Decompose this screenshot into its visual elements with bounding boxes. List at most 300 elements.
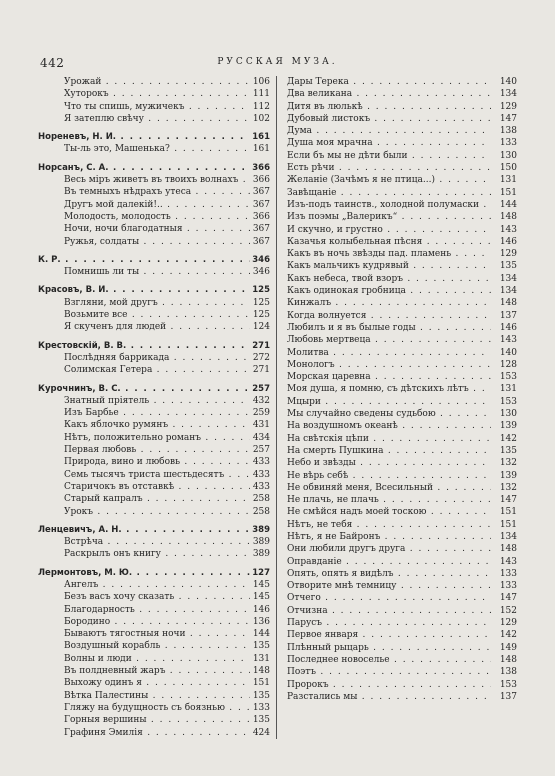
page-ref: 145 [252,579,270,590]
page-ref: 146 [499,322,517,333]
poem-entry [287,260,517,272]
poem-entry [38,456,276,468]
page-ref: 272 [252,352,270,363]
poem-entry [287,568,517,580]
page-ref: 433 [252,481,270,492]
poem-title: Есть рѣчи . . . [287,162,491,174]
poem-entry [287,285,517,297]
poem-title: Помнишь ли ты . . . [64,266,250,278]
poem-entry [38,640,276,652]
poem-entry [38,628,276,640]
author-heading [38,524,276,536]
poem-entry [287,76,517,88]
page-ref: 144 [499,199,517,210]
page-ref: 148 [499,212,517,223]
page-ref: 142 [499,630,517,641]
poem-entry [38,665,276,677]
poem-title: Семь тысячъ триста шестьдесятъ . . . [64,469,250,481]
poem-title: Небо и звѣзды . . . [287,457,491,469]
page-ref: 161 [252,144,270,155]
poem-title: Благодарность . . . [64,604,250,616]
author-name: Красовъ, В. И. . . . [38,284,250,296]
page-ref: 150 [499,163,517,174]
poem-entry [38,702,276,714]
poem-entry [38,579,276,591]
page-ref: 125 [252,310,270,321]
poem-entry [287,125,517,137]
poem-entry [287,629,517,641]
page-ref: 367 [252,199,270,210]
page-ref: 147 [499,593,517,604]
poem-title: Душа моя мрачна . . . [287,137,491,149]
poem-title: Не вѣрь себѣ . . . [287,470,491,482]
poem-entry [38,186,276,198]
poem-title: Ты-ль это, Машенька? . . . [64,143,250,155]
poem-title: Солимская Гетера . . . [64,364,250,376]
poem-entry [38,76,276,88]
author-name: К. Р. . . . [38,254,250,266]
poem-entry [287,691,517,703]
poem-title: Любовь мертвеца . . . [287,334,491,346]
page-ref: 146 [499,236,517,247]
poem-entry [38,174,276,186]
page-ref: 389 [252,524,270,535]
page-ref: 366 [252,175,270,186]
page-ref: 130 [499,150,517,161]
page-ref: 139 [499,470,517,481]
poem-title: Урокъ . . . [64,506,250,518]
poem-title: Молодость, молодость . . . [64,211,250,223]
poem-title: Изъ-подъ таинств., холодной полумаски . . . [287,199,491,211]
poem-entry [38,506,276,518]
page-ref: 134 [499,89,517,100]
poem-entry [287,531,517,543]
page-ref: 129 [499,618,517,629]
page-ref: 149 [499,642,517,653]
page-ref: 431 [252,420,270,431]
author-name: Нореневъ, Н. И. . . . [38,131,250,143]
poem-title: Графиня Эмилія . . . [64,727,250,739]
index-column-left [38,76,277,739]
poem-title: Отворите мнѣ темницу . . . [287,580,491,592]
page-ref: 151 [499,519,517,530]
page-ref: 106 [252,77,270,87]
author-heading [38,383,276,395]
poem-title: На смерть Пушкина . . . [287,445,491,457]
poem-title: Нѣтъ, не тебя . . . [287,519,491,531]
poem-title: Молитва . . . [287,347,491,359]
poem-title: Что ты спишь, мужичекъ . . . [64,101,250,113]
page-ref: 135 [499,445,517,456]
poem-entry [38,604,276,616]
poem-title: Выхожу одинъ я . . . [64,677,250,689]
poem-title: Какъ яблочко румянъ . . . [64,419,250,431]
page-ref: 433 [252,469,270,480]
page-ref: 134 [499,273,517,284]
page-ref: 124 [252,322,270,333]
poem-title: Другъ мой далекій!.. . . . [64,199,250,211]
poem-title: Какъ мальчикъ кудрявый . . . [287,260,491,272]
poem-entry [38,407,276,419]
page-ref: 135 [252,715,270,726]
page-ref: 140 [499,77,517,87]
page-ref: 133 [499,581,517,592]
poem-entry [287,556,517,568]
poem-entry [38,199,276,211]
page-ref: 151 [499,187,517,198]
poem-entry [287,433,517,445]
page-ref: 144 [252,629,270,640]
page-ref: 258 [252,494,270,505]
poem-title: Знатный пріятель . . . [64,395,250,407]
page-ref: 389 [252,549,270,560]
poem-entry [287,642,517,654]
poem-title: Дубовый листокъ . . . [287,113,491,125]
page-ref: 128 [499,359,517,370]
page-ref: 153 [499,679,517,690]
poem-title: Первое января . . . [287,629,491,641]
poem-title: Возьмите все . . . [64,309,250,321]
poem-entry [38,591,276,603]
poem-title: Въ темныхъ нѣдрахъ утеса . . . [64,186,250,198]
page-ref: 135 [252,690,270,701]
page-ref: 148 [252,666,270,677]
poem-entry [287,383,517,395]
poem-entry [38,321,276,333]
page-ref: 257 [252,445,270,456]
poem-entry [38,677,276,689]
page-ref: 139 [499,421,517,432]
poem-title: Любилъ и я въ былые годы . . . [287,322,491,334]
poem-entry [287,236,517,248]
poem-entry [287,605,517,617]
poem-title: На воздушномъ океанѣ . . . [287,420,491,432]
poem-title: Какъ одинокая гробница . . . [287,285,491,297]
poem-title: Если бъ мы не дѣти были . . . [287,150,491,162]
poem-title: Когда волнуется . . . [287,310,491,322]
page-ref: 153 [499,372,517,383]
poem-entry [287,211,517,223]
poem-title: Последнее новоселье . . . [287,654,491,666]
poem-entry [38,419,276,431]
poem-entry [287,334,517,346]
page-ref: 131 [499,384,517,395]
poem-entry [38,727,276,739]
poem-title: Ружья, солдаты . . . [64,236,250,248]
running-title: РУССКАЯ МУЗА. [217,57,338,67]
page-ref: 147 [499,113,517,124]
poem-entry [287,101,517,113]
poem-title: Опять, опять я видѣлъ . . . [287,568,491,580]
page-ref: 131 [252,653,270,664]
poem-title: Отчего . . . [287,592,491,604]
author-name: Норсанъ, С. А. . . . [38,162,250,174]
poem-entry [38,395,276,407]
poem-entry [287,359,517,371]
poem-title: Отчизна . . . [287,605,491,617]
poem-entry [287,679,517,691]
page-ref: 151 [252,678,270,689]
page-ref: 151 [499,507,517,518]
poem-entry [287,519,517,531]
author-heading [38,284,276,296]
page-ref: 148 [499,298,517,309]
page-ref: 432 [252,395,270,406]
poem-entry [287,174,517,186]
poem-title: Мы случайно сведены судьбою . . . [287,408,491,420]
poem-entry [287,666,517,678]
poem-entry [287,580,517,592]
poem-title: Не смѣйся надъ моей тоскою . . . [287,506,491,518]
page-ref: 346 [252,254,270,265]
poem-entry [287,88,517,100]
poem-title: Вѣтка Палестины . . . [64,690,250,702]
poem-title: Дума . . . [287,125,491,137]
poem-entry [38,714,276,726]
poem-title: Не плачь, не плачь . . . [287,494,491,506]
poem-title: Старичокъ въ отставкѣ . . . [64,481,250,493]
poem-entry [287,187,517,199]
poem-title: Хуторокъ . . . [64,88,250,100]
poem-entry [38,266,276,278]
poem-title: Разстались мы . . . [287,691,491,703]
poem-entry [38,481,276,493]
page-ref: 135 [252,641,270,652]
page-ref: 147 [499,495,517,506]
page-ref: 143 [499,224,517,235]
poem-entry [287,162,517,174]
poem-entry [287,396,517,408]
page-ref: 271 [252,340,270,351]
poem-title: Взгляни, мой другъ . . . [64,297,250,309]
poem-title: Раскрылъ онъ книгу . . . [64,548,250,560]
poem-entry [38,101,276,113]
author-name: Ленцевичъ, А. Н. . . . [38,524,250,536]
poem-entry [287,506,517,518]
page-ref: 143 [499,556,517,567]
page-ref: 133 [499,568,517,579]
poem-title: Нѣтъ, я не Байронъ . . . [287,531,491,543]
poem-entry [287,445,517,457]
page-ref: 127 [252,567,270,578]
page-ref: 138 [499,126,517,137]
page-ref: 424 [252,727,270,738]
poem-title: Какъ небеса, твой взоръ . . . [287,273,491,285]
poem-entry [287,150,517,162]
poem-entry [287,310,517,322]
page-ref: 130 [499,409,517,420]
poem-title: Поэтъ . . . [287,666,491,678]
page-ref: 134 [499,286,517,297]
poem-title: Ангелъ . . . [64,579,250,591]
poem-entry [287,273,517,285]
page-ref: 134 [499,531,517,542]
page-ref: 257 [252,383,270,394]
poem-entry [38,653,276,665]
poem-title: Весь міръ живетъ въ твоихъ волнахъ . . . [64,174,250,186]
page-ref: 132 [499,482,517,493]
page-ref: 137 [499,310,517,321]
author-heading [38,162,276,174]
poem-title: Кинжалъ . . . [287,297,491,309]
poem-title: Старый капралъ . . . [64,493,250,505]
poem-entry [38,88,276,100]
page-ref: 129 [499,249,517,260]
poem-entry [287,297,517,309]
poem-entry [287,347,517,359]
page-ref: 143 [499,335,517,346]
poem-title: Монологъ . . . [287,359,491,371]
page-ref: 366 [252,211,270,222]
poem-title: Изъ поэмы „Валерикъ“ . . . [287,211,491,223]
page-ref: 137 [499,691,517,702]
poem-title: Парусъ . . . [287,617,491,629]
poem-entry [38,352,276,364]
author-heading [38,567,276,579]
poem-title: Два великана . . . [287,88,491,100]
page-ref: 366 [252,162,270,173]
page-ref: 132 [499,458,517,469]
author-heading [38,131,276,143]
poem-title: И скучно, и грустно . . . [287,224,491,236]
poem-entry [38,143,276,155]
author-name: Курочнинъ, В. С. . . . [38,383,250,395]
poem-entry [38,616,276,628]
poem-entry [287,199,517,211]
poem-title: Пророкъ . . . [287,679,491,691]
poem-title: Въ полдневный жаръ . . . [64,665,250,677]
page-ref: 153 [499,396,517,407]
poem-title: Гляжу на будущность съ боязнью . . . [64,702,250,714]
poem-title: Морская царевна . . . [287,371,491,383]
poem-title: Я скученъ для людей . . . [64,321,250,333]
poem-title: Нѣтъ, положительно романъ . . . [64,432,250,444]
poem-entry [38,493,276,505]
page-ref: 271 [252,365,270,376]
poem-entry [287,654,517,666]
poem-title: Безъ васъ хочу сказать . . . [64,591,250,603]
poem-entry [38,536,276,548]
poem-entry [287,470,517,482]
poem-entry [287,420,517,432]
author-name: Крестовскій, В. В. . . . [38,340,250,352]
page-ref: 129 [499,101,517,112]
poem-entry [38,236,276,248]
poem-entry [287,113,517,125]
page-ref: 131 [499,175,517,186]
poem-entry [38,113,276,125]
poem-title: Завѣщаніе . . . [287,187,491,199]
page-ref: 140 [499,347,517,358]
poem-title: На свѣтскія цѣпи . . . [287,433,491,445]
page-ref: 148 [499,654,517,665]
poem-title: Горныя вершины . . . [64,714,250,726]
poem-title: Природа, вино и любовь . . . [64,456,250,468]
page-ref: 145 [252,592,270,603]
page-ref: 367 [252,224,270,235]
page-ref: 142 [499,433,517,444]
page-ref: 161 [252,132,270,143]
poem-entry [38,297,276,309]
poem-title: Моя душа, я помню, съ дѣтскихъ лѣтъ . . . [287,383,491,395]
poem-entry [287,408,517,420]
page-ref: 367 [252,187,270,198]
page-ref: 434 [252,432,270,443]
poem-entry [38,432,276,444]
page-ref: 258 [252,506,270,517]
poem-title: Бородино . . . [64,616,250,628]
poem-entry [38,690,276,702]
poem-title: Не обвиняй меня, Всесильный . . . [287,482,491,494]
page-ref: 133 [252,702,270,713]
page-ref: 136 [252,616,270,627]
page-ref: 346 [252,267,270,278]
page-ref: 111 [252,89,270,100]
page-ref: 367 [252,236,270,247]
page-ref: 146 [252,604,270,615]
page-ref: 152 [499,605,517,616]
poem-title: Встрѣча . . . [64,536,250,548]
poem-entry [38,211,276,223]
poem-title: Плѣнный рыцарь . . . [287,642,491,654]
poem-entry [287,137,517,149]
poem-title: Желаніе (Зачѣмъ я не птица...) . . . [287,174,491,186]
author-name: Лермонтовъ, М. Ю. . . . [38,567,250,579]
poem-entry [287,322,517,334]
page-ref: 259 [252,408,270,419]
poem-title: Урожай . . . [64,76,250,88]
page-ref: 138 [499,667,517,678]
poem-entry [287,592,517,604]
poem-title: Послѣдняя баррикада . . . [64,352,250,364]
poem-title: Они любили другъ друга . . . [287,543,491,555]
page-number: 442 [40,56,65,70]
page-ref: 112 [252,101,270,112]
poem-entry [38,548,276,560]
page-ref: 148 [499,544,517,555]
author-heading [38,254,276,266]
poem-entry [38,364,276,376]
poem-entry [287,482,517,494]
page-ref: 102 [252,113,270,124]
poem-title: Изъ Барбье . . . [64,407,250,419]
poem-title: Воздушный корабль . . . [64,640,250,652]
poem-entry [287,494,517,506]
poem-entry [38,469,276,481]
poem-title: Волны и люди . . . [64,653,250,665]
poem-entry [287,371,517,383]
page-ref: 135 [499,261,517,272]
poem-title: Дары Терека . . . [287,76,491,88]
poem-title: Ночи, ночи благодатныя . . . [64,223,250,235]
poem-title: Я затеплю свѣчу . . . [64,113,250,125]
poem-title: Первая любовь . . . [64,444,250,456]
poem-title: Оправданіе . . . [287,556,491,568]
page-ref: 389 [252,537,270,548]
author-heading [38,340,276,352]
index-column-right [287,76,517,703]
poem-title: Бываютъ тягостныя ночи . . . [64,628,250,640]
poem-title: Какъ въ ночь звѣзды пад. пламень . . . [287,248,491,260]
poem-entry [287,248,517,260]
poem-title: Дитя въ люлькѣ . . . [287,101,491,113]
poem-entry [287,617,517,629]
poem-entry [287,543,517,555]
poem-entry [38,223,276,235]
page-ref: 133 [499,138,517,149]
poem-entry [287,457,517,469]
poem-title: Мцыри . . . [287,396,491,408]
